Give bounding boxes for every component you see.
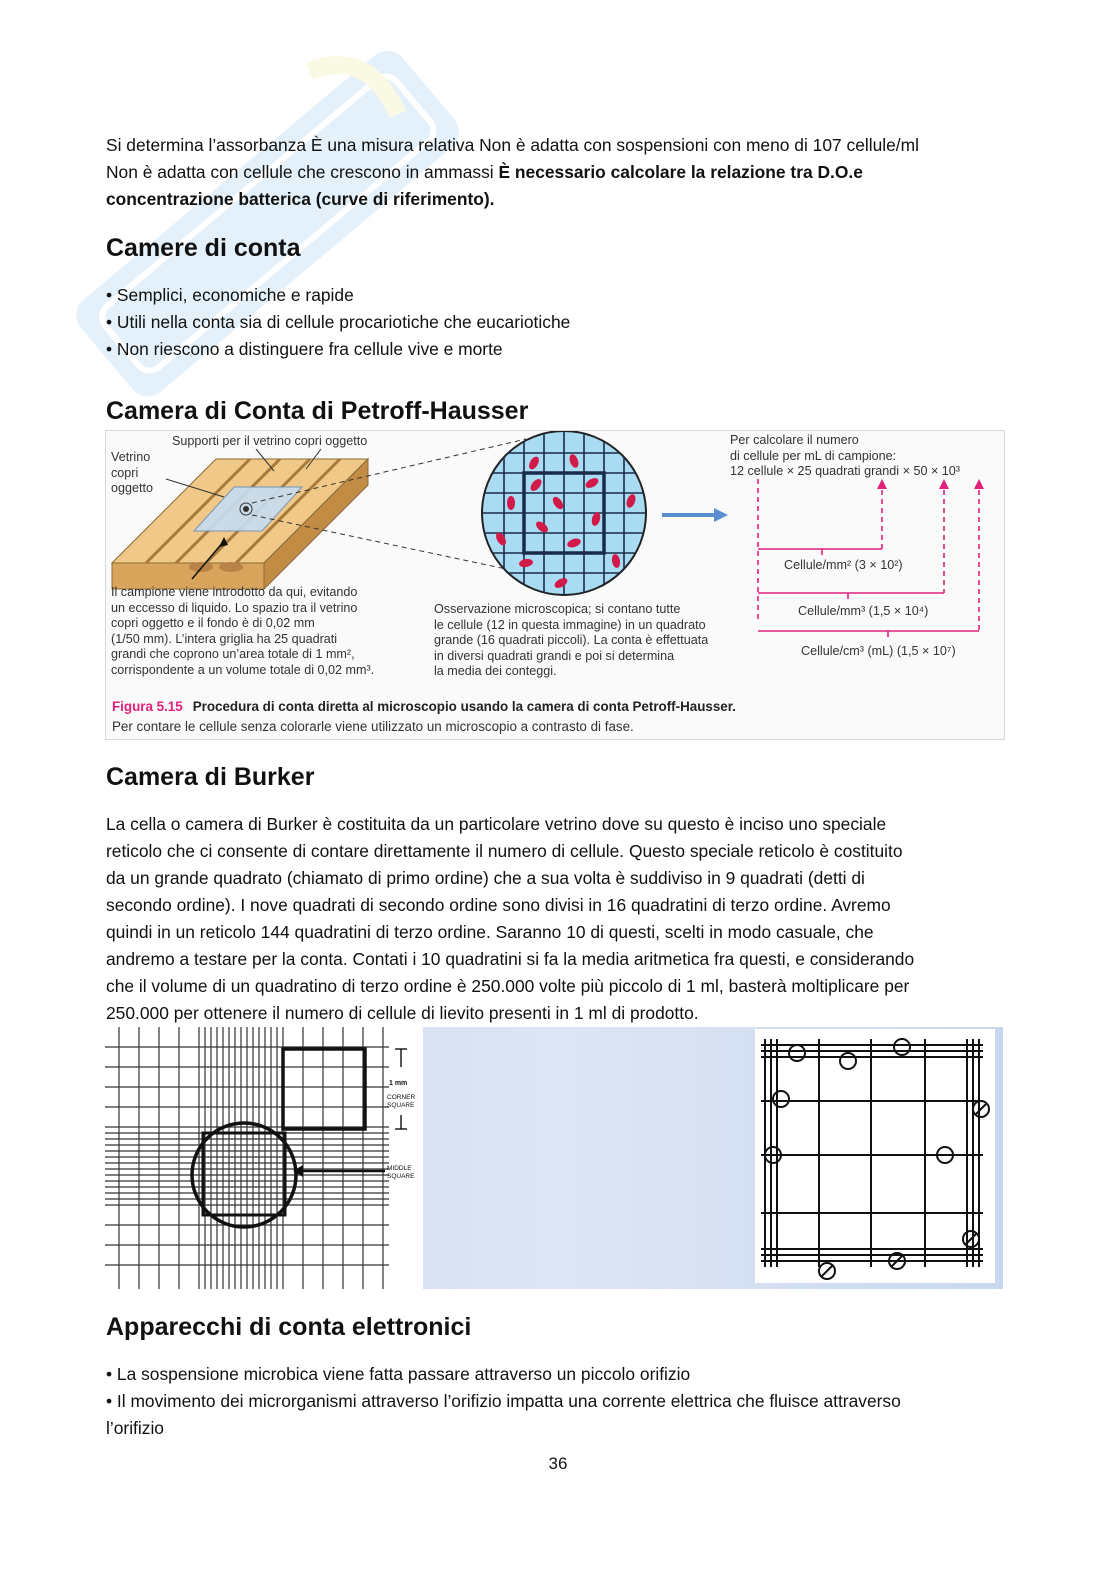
bullet-continuation: l’orifizio	[106, 1418, 164, 1438]
label-osservazione: Osservazione microscopica; si contano tutte le cellule (12 in questa immagine) in un quadrato grande (16 quadrati piccoli). La conta è effettuata in diversi quadrati grandi e poi si determina la media dei conteggi.	[434, 602, 709, 678]
label-1mm: 1 mm	[389, 1080, 408, 1087]
label-corner-2: SQUARE	[387, 1102, 415, 1109]
figure-caption-sub: Per contare le cellule senza colorarle viene utilizzato un microscopio a contrasto di fase.	[112, 719, 634, 734]
result-mm3: Cellule/mm³ (1,5 × 10⁴)	[798, 604, 929, 618]
burker-grid-images	[105, 1027, 1003, 1289]
label-calcolo: Per calcolare il numero di cellule per mL di campione: 12 cellule × 25 quadrati grandi × 50 × 10³	[730, 433, 961, 478]
result-cm3: Cellule/cm³ (mL) (1,5 × 10⁷)	[801, 644, 956, 658]
bullet-item: • Il movimento dei microrganismi attraverso l’orifizio impatta una corrente elettrica che fluisce attraverso	[106, 1388, 996, 1415]
label-corner-1: CORNER	[387, 1094, 416, 1101]
intro-line-2: Non è adatta con cellule che crescono in ammassi	[106, 162, 499, 182]
heading-camere-di-conta: Camere di conta	[106, 234, 301, 262]
intro-paragraph	[106, 132, 996, 213]
burker-paragraph: La cella o camera di Burker è costituita da un particolare vetrino dove su questo è inciso uno speciale reticolo che ci consente di contare direttamente il numero di cellule. Questo speciale reticolo è costituito da un grande quadrato (chiamato di primo ordine) che a sua volta è suddiviso in 9 quadrati (detti di secondo ordine). I nove quadrati di secondo ordine sono divisi in 16 quadratini di terzo ordine. Avremo quindi in un reticolo 144 quadratini di terzo ordine. Saranno 10 di questi, scelti in modo casuale, che andremo a testare per la conta. Contati i 10 quadratini si fa la media aritmetica fra questi, e considerando che il volume di un quadratino di terzo ordine è 250.000 volte più piccolo di 1 ml, basterà moltiplicare per 250.000 per ottenere il numero di cellule di lievito presenti in 1 ml di prodotto.	[106, 814, 915, 1023]
bullet-item: • Semplici, economiche e rapide	[106, 282, 996, 309]
label-supporti: Supporti per il vetrino copri oggetto	[172, 434, 368, 448]
intro-line-1: Si determina l’assorbanza È una misura relativa Non è adatta con sospensioni con meno di 107 cellule/ml	[106, 135, 919, 155]
bullet-item: • Utili nella conta sia di cellule procariotiche che eucariotiche	[106, 309, 996, 336]
bullet-item: • La sospensione microbica viene fatta passare attraverso un piccolo orifizio	[106, 1361, 996, 1388]
figure-petroff-hausser	[105, 430, 1005, 740]
figure-caption	[112, 699, 736, 714]
intro-line-3-bold: concentrazione batterica (curve di riferimento).	[106, 189, 495, 209]
intro-line-2-bold: È necessario calcolare la relazione tra D.O.e	[498, 162, 863, 182]
label-middle-2: SQUARE	[387, 1173, 415, 1180]
heading-petroff-hausser: Camera di Conta di Petroff-Hausser	[106, 397, 529, 425]
label-middle-1: MIDDLE	[387, 1165, 412, 1172]
result-mm2: Cellule/mm² (3 × 10²)	[784, 558, 903, 572]
figure-burker	[105, 1027, 1003, 1289]
bullet-list-camere	[106, 282, 996, 363]
microscope-grid-view	[482, 431, 646, 595]
bullet-list-elettronici	[106, 1361, 996, 1415]
figure-caption-title: Procedura di conta diretta al microscopio usando la camera di conta Petroff-Hausser.	[192, 699, 736, 714]
heading-camera-burker: Camera di Burker	[106, 763, 315, 791]
figure-number: Figura 5.15	[112, 699, 183, 714]
bullet-item: • Non riescono a distinguere fra cellule vive e morte	[106, 336, 996, 363]
heading-apparecchi-elettronici: Apparecchi di conta elettronici	[106, 1313, 472, 1341]
label-vetrino: Vetrino copri oggetto	[111, 450, 154, 495]
label-campione: Il campione viene introdotto da qui, evitando un eccesso di liquido. Lo spazio tra il vetrino copri oggetto e il fondo è di 0,02 mm (1/50 mm). L’intera griglia ha 25 quadrati grandi che coprono un’area totale di 1 mm², corrispondente a un volume totale di 0,02 mm³.	[111, 585, 375, 677]
page-number: 36	[548, 1454, 568, 1473]
watermark-logo	[20, 40, 500, 420]
